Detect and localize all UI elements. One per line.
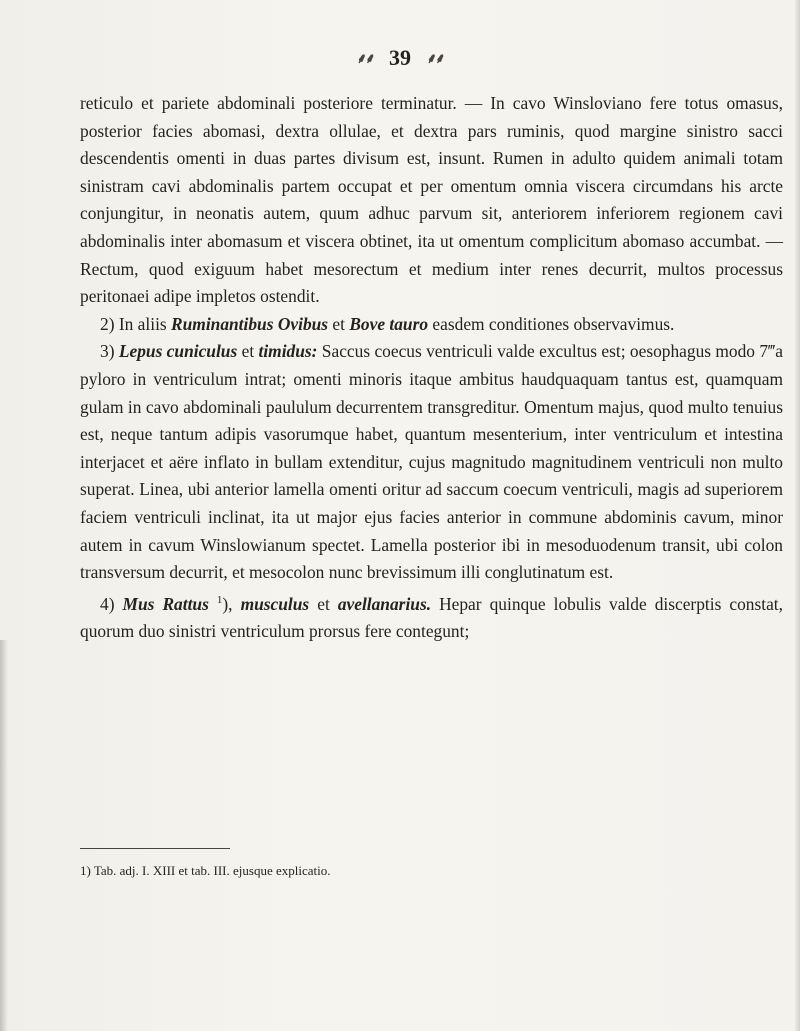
paragraph-1: reticulo et pariete abdominali posteriore terminatur. — In cavo Winsloviano fere totus omasus, posterior facies abomasi, dextra ollulae, et dextra pars ruminis, quod margine sinistro sacci descendentis omenti in duas partes divisum est, insunt. Rumen in adulto quidem animali totam sinistram cavi abdominalis partem occupat et per omentum omnia viscera circumdans his arcte conjungitur, in neonatis autem, quum adhuc parvum sit, anteriorem inferiorem regionem cavi abdominalis inter abomasum et viscera obtinet, ita ut omentum complicitum abomaso accumbat. — Rectum, quod exiguum habet mesorectum et medium inter renes decurrit, multos processus peritonaei adipe impletos ostendit. bbox=[80, 93, 783, 307]
species-name: avellanarius. bbox=[337, 593, 432, 614]
ornament-left-icon: ⸙⸙ bbox=[356, 51, 374, 67]
footnote-ref: 1 bbox=[216, 593, 223, 606]
ornament-right-icon: ⸙⸙ bbox=[426, 51, 444, 67]
body-text bbox=[80, 90, 783, 646]
paragraph-4: 4) Mus Rattus $^1$), musculus et avellanarius. Hepar quinque lobulis valde discerptis constat, quorum duo sinistri ventriculum prorsus fere contegunt; bbox=[80, 593, 783, 642]
species-name: musculus bbox=[240, 593, 310, 614]
species-name: timidus: bbox=[258, 341, 318, 362]
paragraph-2: 2) In aliis Ruminantibus Ovibus et Bove tauro easdem conditiones observavimus. bbox=[100, 313, 675, 334]
page-edge-shadow bbox=[794, 0, 800, 1031]
page-header bbox=[0, 46, 800, 72]
footnote bbox=[80, 862, 780, 880]
footnote-text: Tab. adj. I. XIII et tab. III. ejusque explicatio. bbox=[90, 863, 331, 878]
item-number: 4) bbox=[100, 593, 115, 614]
species-name: Ruminantibus Ovibus bbox=[171, 313, 329, 334]
species-name: Bove tauro bbox=[349, 313, 429, 334]
footnote-marker: 1) bbox=[80, 863, 91, 878]
page-number: 39 bbox=[389, 45, 411, 70]
paragraph-3: 3) Lepus cuniculus et timidus: Saccus coecus ventriculi valde excultus est; oesophagus modo 7‴a pyloro in ventriculum intrat; omenti minoris itaque ambitus haudquaquam tantus est, quamquam gulam in cavo abdominali paululum decurrentem transgreditur. Omentum majus, quod multo tenuius est, neque tantum adipis vasorumque habet, quantum mesenterium, inter ventriculum et intestina interjacet et aëre inflato in bullam extenditur, cujus magnitudo magnitudinem ventriculi non multo superat. Linea, ubi anterior lamella omenti oritur ad saccum coecum ventriculi, magis ad superiorem faciem ventriculi inclinat, ita ut major ejus facies anterior in commune abdominis cavum, minor autem in cavum Winslowianum spectet. Lamella posterior ibi in mesoduodenum transit, ubi colon transversum decurrit, et mesocolon nunc brevissimum illi conglutinatum est. bbox=[80, 341, 784, 583]
species-name: Mus Rattus bbox=[122, 593, 209, 614]
footnote-divider bbox=[80, 848, 230, 849]
item-number: 3) bbox=[100, 341, 115, 362]
item-number: 2) bbox=[100, 313, 115, 334]
species-name: Lepus cuniculus bbox=[118, 341, 238, 362]
binding-shadow bbox=[0, 640, 8, 1031]
